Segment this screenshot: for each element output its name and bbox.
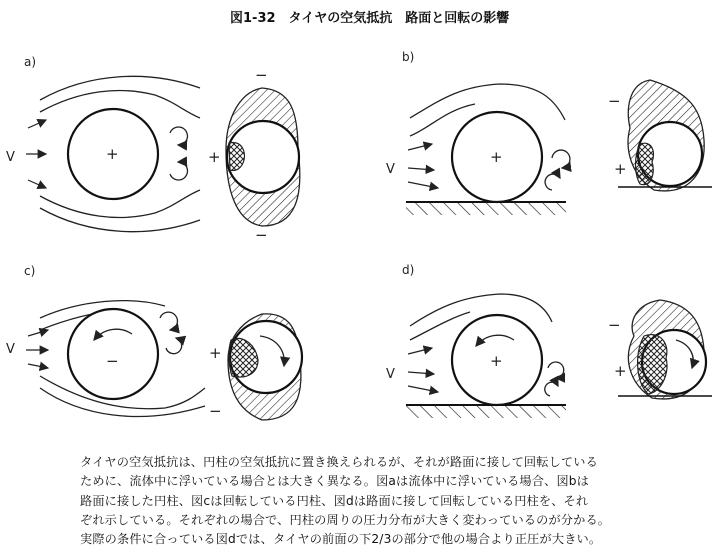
caption-line-2: ために、流体中に浮いている場合とは大きく異なる。図aは流体中に浮いている場合、図bは: [80, 474, 590, 489]
ground-hatch-b: [406, 203, 566, 215]
flow-arrows-d: [408, 348, 438, 392]
cylinder-center-c: −: [106, 352, 119, 370]
cylinder-center-b: +: [490, 148, 503, 166]
caption-line-1: タイヤの空気抵抗は、円柱の空気抵抗に置き換えられるが、それが路面に接して回転している: [80, 455, 598, 469]
plus-label-d: +: [614, 362, 627, 380]
ground-hatch-d: [406, 406, 566, 418]
pressure-distribution-a: [226, 88, 300, 226]
figure-title: 図1-32 タイヤの空気抵抗 路面と回転の影響: [230, 11, 510, 26]
minus-top-a: −: [255, 66, 268, 84]
wake-vortices-b: [545, 150, 570, 190]
pressure-distribution-b: [618, 80, 712, 191]
velocity-label-d: V: [386, 367, 395, 382]
flow-arrows-b: [408, 144, 438, 188]
pressure-distribution-c: [228, 314, 302, 420]
plus-label-c: +: [209, 344, 222, 362]
caption-line-5: 実際の条件に合っている図dでは、タイヤの前面の下2/3の部分で他の場合より正圧が大きい。: [80, 532, 602, 547]
pressure-distribution-d: [618, 300, 712, 399]
minus-bottom-a: −: [255, 226, 268, 244]
flow-arrows-a: [26, 120, 46, 188]
cylinder-center-d: +: [490, 352, 503, 370]
cylinder-center-a: +: [106, 145, 119, 163]
caption: [80, 453, 680, 549]
panel-d: [386, 263, 712, 418]
panel-label-c: c): [24, 264, 36, 278]
panel-b: [386, 50, 712, 215]
wake-vortices-a: [170, 127, 187, 180]
panel-label-d: d): [402, 263, 415, 277]
wake-vortices-d: [545, 362, 564, 396]
panel-label-a: a): [24, 55, 37, 69]
minus-label-d: −: [608, 316, 621, 334]
caption-line-3: 路面に接した円柱、図cは回転している円柱、図dは路面に接して回転している円柱を、それ: [80, 493, 589, 508]
velocity-label-b: V: [386, 162, 395, 177]
minus-label-c: −: [209, 402, 222, 420]
velocity-label-c: V: [6, 342, 15, 357]
plus-label-a: +: [208, 148, 221, 166]
plus-label-b: +: [614, 160, 627, 178]
velocity-label-a: V: [6, 150, 15, 165]
panel-c: [6, 264, 302, 420]
caption-line-4: ぞれ示している。それぞれの場合で、円柱の周りの圧力分布が大きく変わっているのが分かる。: [80, 512, 611, 527]
wake-vortices-c: [160, 312, 182, 354]
panel-label-b: b): [402, 50, 415, 64]
panel-a: [6, 55, 300, 244]
flow-arrows-c: [26, 330, 48, 368]
minus-label-b: −: [608, 92, 621, 110]
